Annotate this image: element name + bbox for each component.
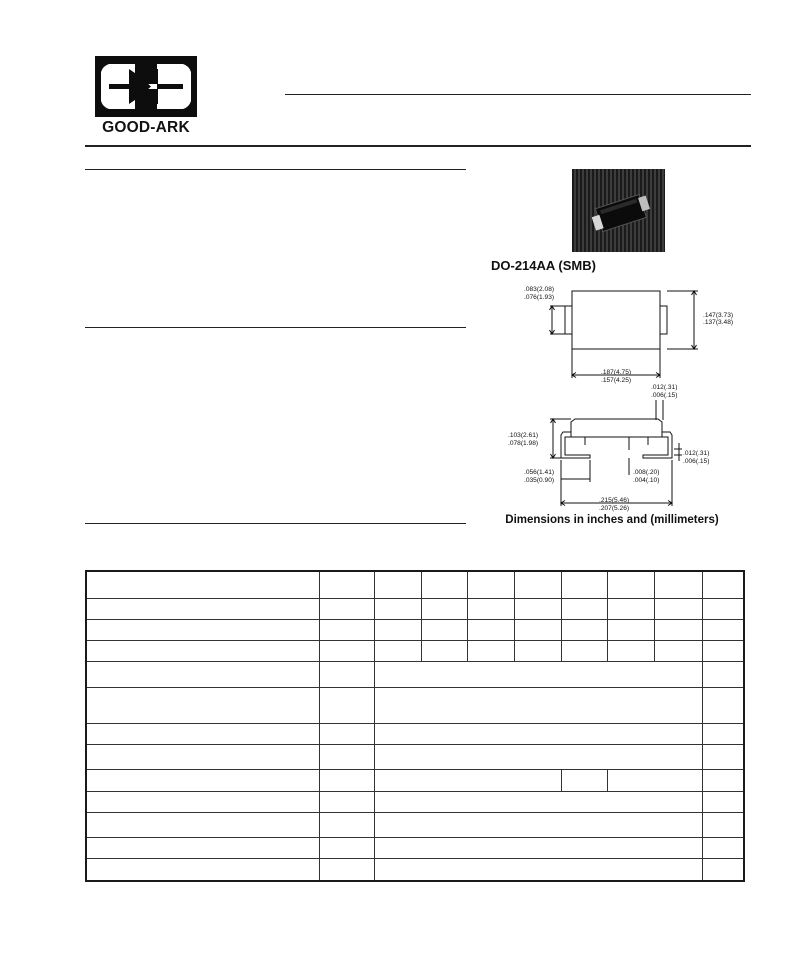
dim-lead-thickness-top-max: .012(.31) [651, 384, 678, 391]
smb-package-photo [572, 169, 665, 252]
brand-name: GOOD-ARK [102, 119, 190, 136]
table-col-line [374, 572, 375, 880]
dim-overall-height-max: .103(2.61) [508, 432, 539, 439]
table-row-line [87, 687, 743, 688]
table-col-line [514, 572, 515, 661]
dim-lead-thickness-right-min: .006(.15) [683, 458, 710, 465]
dim-lead-thickness-right-max: .012(.31) [683, 450, 710, 457]
diode-symbol-icon [95, 56, 197, 117]
table-row-line [87, 769, 743, 770]
table-col-line [467, 572, 468, 661]
table-col-line [607, 572, 608, 661]
dim-lead-foot-min: .035(0.90) [524, 477, 555, 484]
table-row-line [87, 598, 743, 599]
table-col-line [654, 572, 655, 661]
table-row-line [87, 812, 743, 813]
dim-overall-length-min: .207(5.26) [599, 505, 630, 512]
package-outline-drawing [470, 280, 760, 515]
table-row-line [87, 791, 743, 792]
dim-body-length-max: .187(4.75) [601, 369, 632, 376]
table-row-line [87, 661, 743, 662]
dim-standoff-min: .004(.10) [633, 477, 660, 484]
package-name: DO-214AA (SMB) [491, 258, 596, 273]
table-row-line [87, 640, 743, 641]
section-rule-2 [85, 327, 466, 328]
table-col-line [607, 769, 608, 791]
header-rule-thin [285, 94, 751, 95]
table-col-line [561, 572, 562, 661]
table-col-line [561, 769, 562, 791]
ratings-table [85, 570, 745, 882]
dim-lead-thickness-top-min: .006(.15) [651, 392, 678, 399]
table-row-line [87, 723, 743, 724]
header-rule-thick [85, 145, 751, 147]
table-row-line [87, 619, 743, 620]
dim-overall-height-min: .078(1.98) [508, 440, 539, 447]
table-row-line [87, 837, 743, 838]
dim-body-height-max: .147(3.73) [703, 312, 734, 319]
table-col-line [702, 572, 703, 880]
table-col-line [319, 572, 320, 880]
section-rule-1 [85, 169, 466, 170]
dim-body-height-min: .137(3.48) [703, 319, 734, 326]
table-row-line [87, 744, 743, 745]
table-col-line [421, 572, 422, 661]
company-logo [95, 56, 197, 117]
dim-standoff-max: .008(.20) [633, 469, 660, 476]
dim-overall-length-max: .215(5.46) [599, 497, 630, 504]
dim-lead-height-min: .076(1.93) [524, 294, 555, 301]
side-view [550, 400, 682, 506]
dim-lead-foot-max: .056(1.41) [524, 469, 555, 476]
dimensions-caption: Dimensions in inches and (millimeters) [505, 514, 719, 526]
section-rule-3 [85, 523, 466, 524]
top-view [550, 291, 699, 378]
table-row-line [87, 858, 743, 859]
dim-lead-height-max: .083(2.08) [524, 286, 555, 293]
dim-body-length-min: .157(4.25) [601, 377, 632, 384]
